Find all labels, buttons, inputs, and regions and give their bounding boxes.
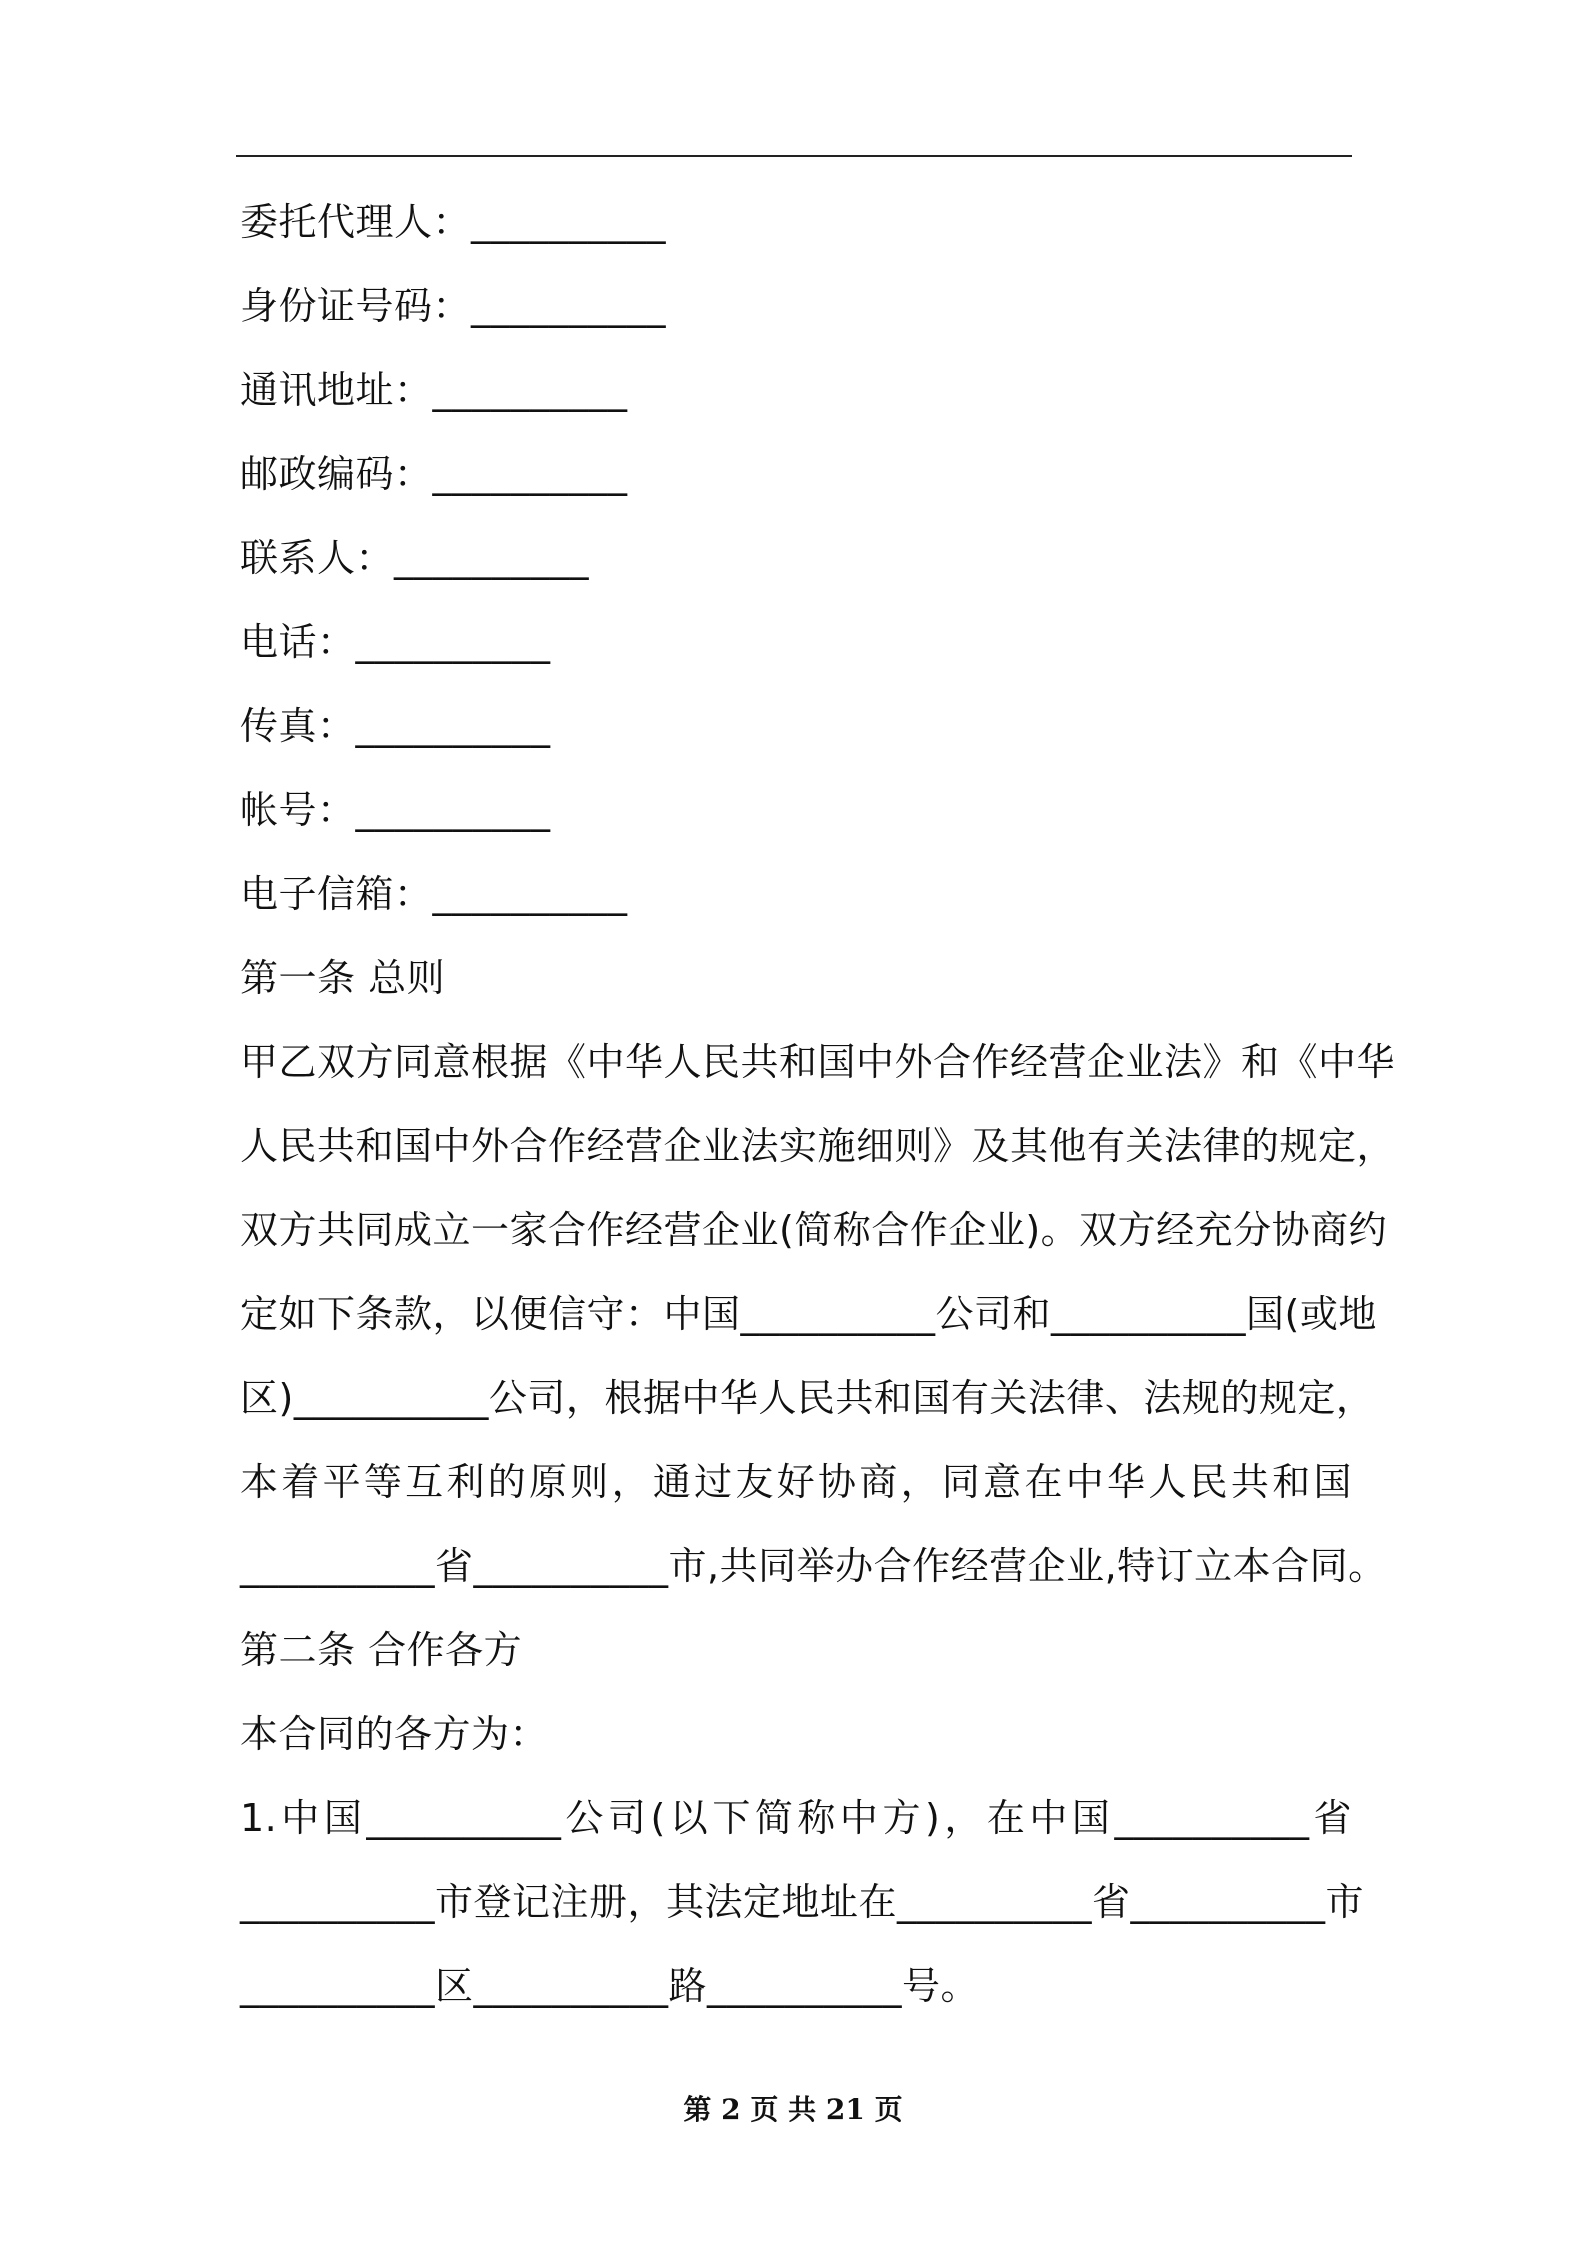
article-2-heading: 第二条 合作各方 <box>240 1628 523 1672</box>
article-1-heading: 第一条 总则 <box>240 956 446 1000</box>
header-rule <box>236 155 1352 157</box>
paragraph-line: __________省__________市,共同举办合作经营企业,特订立本合同。 <box>240 1544 1387 1588</box>
paragraph-line: 双方共同成立一家合作经营企业(简称合作企业)。双方经充分协商约 <box>240 1208 1388 1252</box>
article-1-paragraph <box>240 1020 1396 1608</box>
field-fax: 传真：__________ <box>240 704 551 748</box>
field-agent: 委托代理人：__________ <box>240 200 667 244</box>
paragraph-line: 本着平等互利的原则，通过友好协商，同意在中华人民共和国 <box>240 1460 1352 1504</box>
field-phone: 电话：__________ <box>240 620 551 664</box>
paragraph-line: __________区__________路__________号。 <box>240 1964 980 2008</box>
paragraph-line: 人民共和国中外合作经营企业法实施细则》及其他有关法律的规定， <box>240 1124 1396 1168</box>
field-address: 通讯地址：__________ <box>240 368 628 412</box>
field-postcode: 邮政编码：__________ <box>240 452 628 496</box>
paragraph-line: 定如下条款，以便信守：中国__________公司和__________国(或地 <box>240 1292 1377 1336</box>
document-body <box>240 180 1396 2028</box>
paragraph-line: __________市登记注册，其法定地址在__________省__________市 <box>240 1880 1365 1924</box>
field-id-number: 身份证号码：__________ <box>240 284 667 328</box>
article-2-paragraph <box>240 1776 1365 2028</box>
paragraph-line: 甲乙双方同意根据《中华人民共和国中外合作经营企业法》和《中华 <box>240 1040 1396 1084</box>
paragraph-line: 区)__________公司，根据中华人民共和国有关法律、法规的规定， <box>240 1376 1375 1420</box>
field-email: 电子信箱：__________ <box>240 872 628 916</box>
field-contact: 联系人：__________ <box>240 536 590 580</box>
article-2-intro: 本合同的各方为： <box>240 1712 549 1756</box>
page-number: 第 2 页 共 21 页 <box>683 2093 903 2126</box>
field-account: 帐号：__________ <box>240 788 551 832</box>
paragraph-line: 1.中国__________公司(以下简称中方)，在中国__________省 <box>240 1796 1352 1840</box>
